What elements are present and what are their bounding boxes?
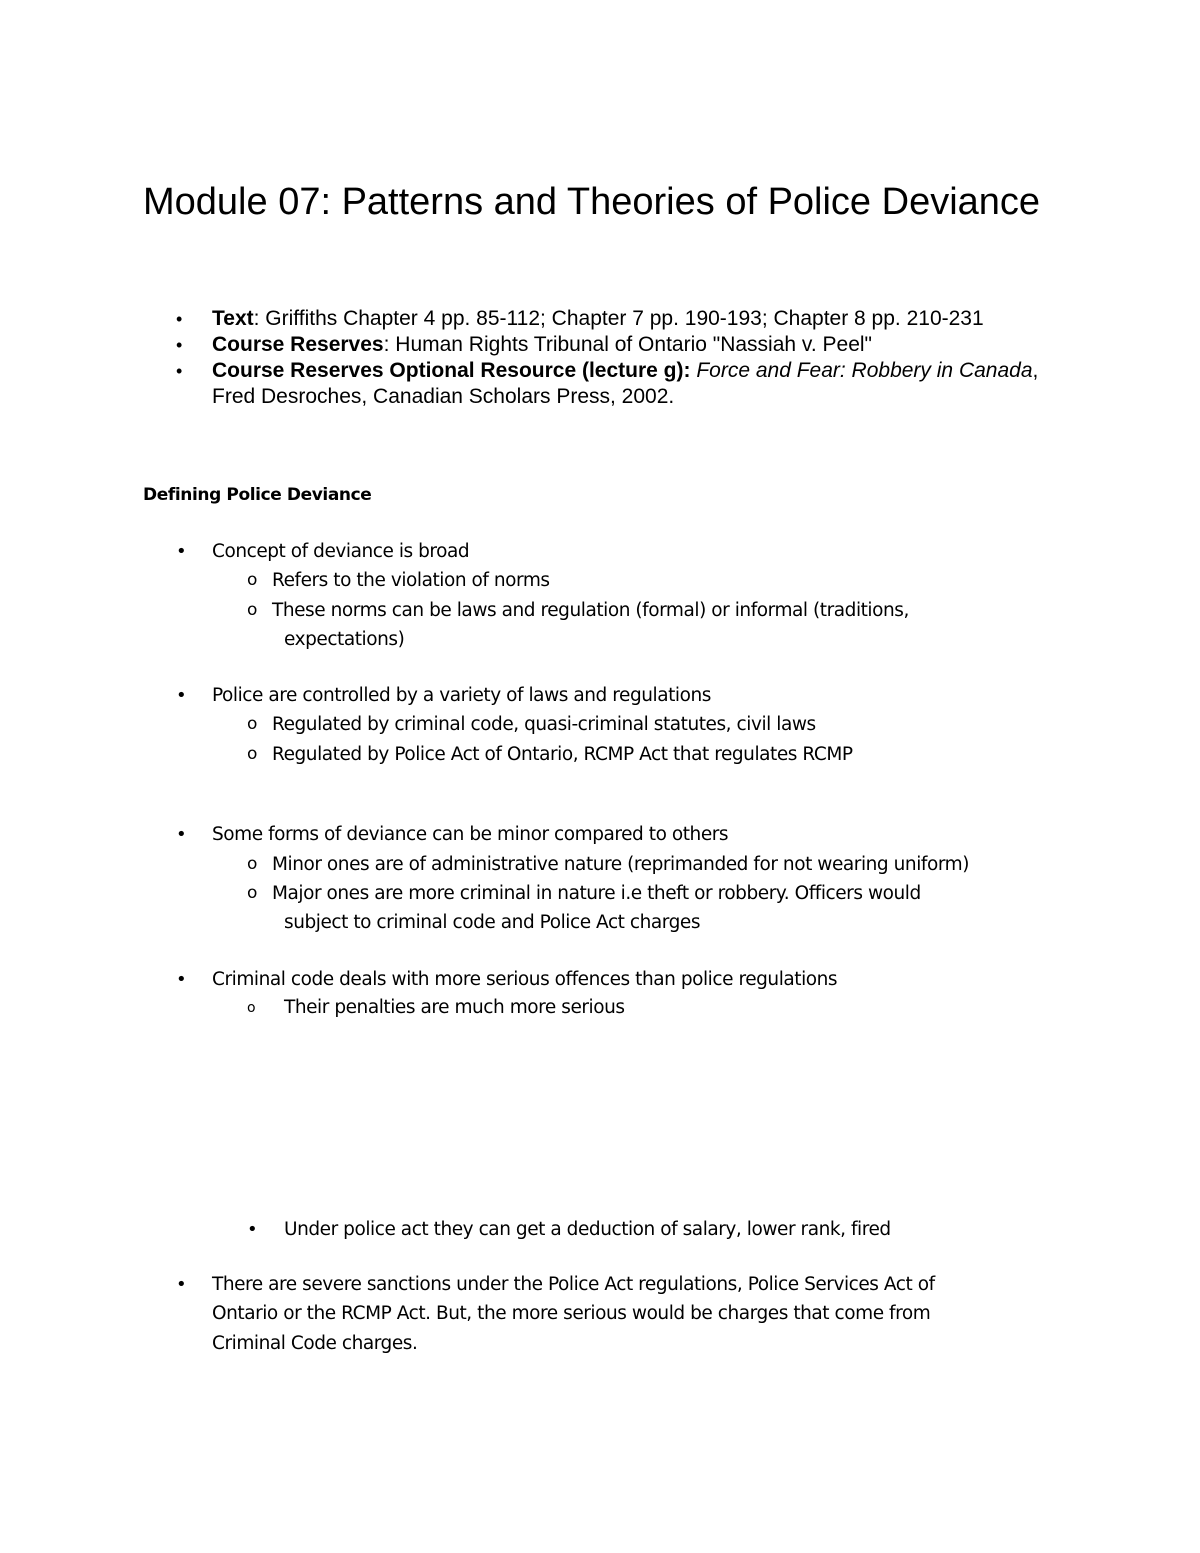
sub-note-item: Major ones are more criminal in nature i.e theft or robbery. Officers would: [272, 883, 921, 904]
reading-list: [0, 306, 1200, 410]
bullet-marker: •: [176, 969, 187, 990]
page-title: Module 07: Patterns and Theories of Police Deviance: [143, 181, 1041, 223]
reading-detail: : Human Rights Tribunal of Ontario "Nassiah v. Peel": [383, 333, 873, 356]
sub-bullet-marker: o: [247, 1000, 256, 1016]
note-continuation: Criminal Code charges.: [212, 1333, 418, 1354]
reading-label: Course Reserves Optional Resource (lecture g):: [212, 359, 691, 382]
reading-detail: : Griffiths Chapter 4 pp. 85-112; Chapter 7 pp. 190-193; Chapter 8 pp. 210-231: [253, 307, 984, 330]
sub-bullet-marker: o: [247, 600, 258, 620]
sub-note-item: Their penalties are much more serious: [284, 997, 625, 1018]
reading-item-text: [0, 306, 1200, 332]
note-item: Some forms of deviance can be minor compared to others: [212, 824, 729, 845]
note-item: There are severe sanctions under the Police Act regulations, Police Services Act of: [212, 1274, 935, 1295]
note-item: Concept of deviance is broad: [212, 541, 470, 562]
bullet-marker: •: [176, 541, 187, 562]
sub-bullet-marker: o: [247, 570, 258, 590]
sub-bullet-marker: o: [247, 744, 258, 764]
bullet-marker: •: [176, 335, 183, 355]
sub-note-item: Refers to the violation of norms: [272, 570, 550, 591]
reading-label: Text: [212, 307, 254, 330]
sub-note-item: Regulated by criminal code, quasi-criminal statutes, civil laws: [272, 714, 816, 735]
bullet-marker: •: [176, 309, 183, 329]
book-title: Force and Fear: Robbery in Canada: [690, 359, 1033, 382]
reading-detail: , Fred Desroches, Canadian Scholars Press, 2002.: [212, 359, 1039, 408]
sub-bullet-marker: o: [247, 854, 258, 874]
bullet-marker: •: [176, 685, 187, 706]
sub-note-item: These norms can be laws and regulation (formal) or informal (traditions,: [272, 600, 909, 621]
note-continuation: Ontario or the RCMP Act. But, the more serious would be charges that come from: [212, 1303, 931, 1324]
bullet-marker: •: [247, 1219, 258, 1240]
note-item: Police are controlled by a variety of laws and regulations: [212, 685, 711, 706]
sub-note-continuation: subject to criminal code and Police Act charges: [284, 912, 701, 933]
reading-label: Course Reserves: [212, 333, 384, 356]
bullet-marker: •: [176, 824, 187, 845]
sub-note-item: Under police act they can get a deduction of salary, lower rank, fired: [284, 1219, 891, 1240]
reading-item-course-reserves: [0, 332, 1200, 358]
sub-note-item: Regulated by Police Act of Ontario, RCMP Act that regulates RCMP: [272, 744, 853, 765]
sub-bullet-marker: o: [247, 714, 258, 734]
reading-item-optional-resource: [0, 358, 1200, 410]
sub-note-item: Minor ones are of administrative nature (reprimanded for not wearing uniform): [272, 854, 969, 875]
note-item: Criminal code deals with more serious offences than police regulations: [212, 969, 838, 990]
sub-bullet-marker: o: [247, 883, 258, 903]
sub-note-continuation: expectations): [284, 629, 405, 650]
bullet-marker: •: [176, 1274, 187, 1295]
bullet-marker: •: [176, 361, 183, 381]
section-heading: Defining Police Deviance: [143, 485, 372, 505]
